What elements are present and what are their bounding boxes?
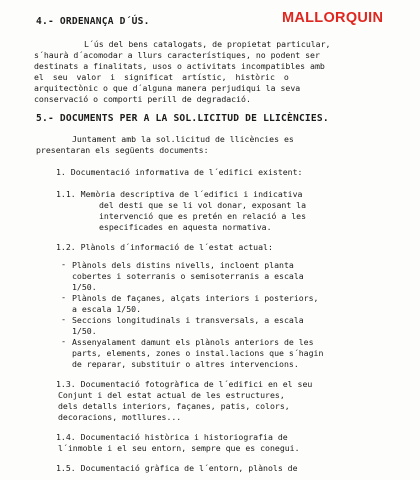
bullet-dash: - (61, 315, 67, 325)
section-4-line: conservació o comporti perill de degradació. (34, 94, 251, 104)
item-1-4-line: l´inmoble i el seu entorn, sempre que es conegui. (58, 443, 300, 453)
item-1-3-line: Conjunt i del estat actual de les estructures, (58, 390, 285, 400)
section-4-heading: 4.- ORDENANÇA D´ÚS. (36, 16, 150, 27)
section-4-line: s´haurà d´acomodar a llurs característiques, no podent ser (34, 50, 320, 60)
section-4-line: arquitectònic o que d´alguna manera perjudiqui la seva (34, 83, 301, 93)
item-1-1-line: intervenció que es pretén en relació a les (99, 211, 307, 221)
item-1-5: 1.5. Documentació gràfica de l´entorn, plànols de (56, 463, 298, 473)
section-5-intro-line: Juntament amb la sol.licitud de llicències es (72, 134, 294, 144)
bullet-dash: - (61, 293, 67, 303)
item-1-1-line: del desti que se li vol donar, exposant la (99, 200, 307, 210)
item-1-3-line: dels detalls interiors, façanes, patis, colors, (58, 401, 290, 411)
section-4-line: el seu valor i significat artístic, històric o (34, 72, 289, 82)
bullet-line: Seccions longitudinals i transversals, a escala (72, 315, 304, 325)
item-1-1-line: 1.1. Memòria descriptiva de l´edifici i indicativa (56, 189, 303, 199)
bullet-line: Plànols de façanes, alçats interiors i posteriors, (72, 293, 319, 303)
item-1-1-line: especificades en aquesta normativa. (99, 222, 272, 232)
bullet-line: de reparar, substituir o altres intervencions. (72, 359, 299, 369)
item-1-3-line: decoracions, motllures... (58, 412, 182, 422)
mallorquin-stamp: MALLORQUIN (282, 10, 384, 26)
item-1: 1. Documentació informativa de l´edifici existent: (56, 167, 303, 177)
item-1-4-line: 1.4. Documentació històrica i historiografia de (56, 432, 288, 442)
bullet-line: 1/50. (72, 326, 97, 336)
bullet-line: Plànols dels distins nivells, incloent planta (72, 260, 294, 270)
bullet-line: parts, elements, zones o instal.lacions que s´hagin (72, 348, 324, 358)
bullet-line: cobertes i soterranis o semisoterranis a escala (72, 271, 304, 281)
section-4-line: destinats a finalitats, usos o activitats incompatibles amb (34, 61, 325, 71)
bullet-line: a escala 1/50. (72, 304, 142, 314)
bullet-line: Assenyalament damunt els plànols anteriors de les (72, 337, 314, 347)
bullet-line: 1/50. (72, 282, 97, 292)
section-5-intro-line: presentaran els següents documents: (36, 145, 209, 155)
section-4-line: L´ús del bens catalogats, de propietat particular, (84, 39, 331, 49)
bullet-dash: - (61, 260, 67, 270)
item-1-2: 1.2. Plànols d´informació de l´estat actual: (56, 242, 273, 252)
section-5-heading: 5.- DOCUMENTS PER A LA SOL.LICITUD DE LLICÈNCIES. (36, 113, 329, 124)
item-1-3-line: 1.3. Documentació fotogràfica de l´edifici en el seu (56, 379, 313, 389)
bullet-dash: - (61, 337, 67, 347)
